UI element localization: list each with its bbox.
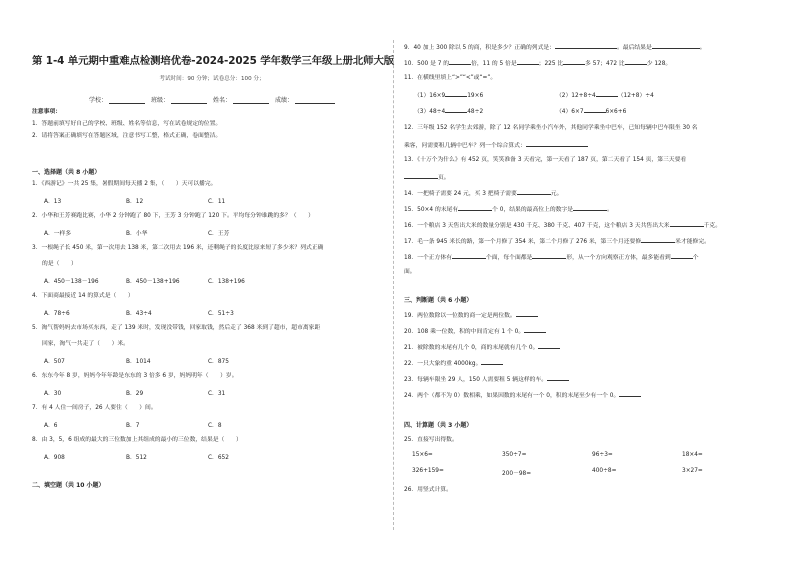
question-18-cont: 面。 <box>404 269 416 275</box>
question-5-cont: 回家，淘气一共走了（ ）米。 <box>42 341 129 347</box>
score-field[interactable]: 成绩： <box>275 95 335 104</box>
option[interactable]: A．30 <box>44 391 62 397</box>
option[interactable]: B．512 <box>126 455 147 461</box>
question-13-cont: 页。 <box>404 172 450 182</box>
section-title-calc: 四、计算题（共 3 小题） <box>404 422 473 429</box>
option[interactable]: A．908 <box>44 455 65 461</box>
answer-blank[interactable] <box>452 252 486 259</box>
answer-blank[interactable] <box>538 342 560 349</box>
question-11-item: （1）16×9 19×6 <box>414 90 483 100</box>
calc-item[interactable]: 326+159= <box>412 468 444 474</box>
option[interactable]: B．小华 <box>126 231 148 237</box>
answer-blank[interactable] <box>445 90 467 97</box>
answer-blank[interactable] <box>547 374 569 381</box>
option[interactable]: C．王芳 <box>208 231 230 237</box>
option[interactable]: B．12 <box>126 199 144 205</box>
answer-blank[interactable] <box>573 204 607 211</box>
option[interactable]: B．1014 <box>126 359 151 365</box>
class-field[interactable]: 班级： <box>151 95 207 104</box>
answer-blank[interactable] <box>526 140 588 147</box>
option[interactable]: C．8 <box>208 423 222 429</box>
answer-blank[interactable] <box>445 106 467 113</box>
calc-row <box>412 452 772 458</box>
question-11: 11．在横线里填上“>”“<”或“=”。 <box>404 75 497 81</box>
question-25: 25．直接写出得数。 <box>404 437 458 443</box>
option[interactable]: A．507 <box>44 359 65 365</box>
option[interactable]: C．875 <box>208 359 229 365</box>
question-8: 8．由 3，5，6 组成的最大的三位数加上其组成的最小的三位数，结果是（ ） <box>32 437 242 443</box>
answer-blank[interactable] <box>584 106 606 113</box>
calc-item[interactable]: 18×4= <box>682 452 703 458</box>
answer-blank[interactable] <box>555 42 617 49</box>
calc-item[interactable]: 200－98= <box>502 471 532 477</box>
answer-blank[interactable] <box>641 236 675 243</box>
question-12: 12．三年级 152 名学生去郊游，除了 12 名同学乘坐小汽车外，其他同学乘坐中巴车，已知每辆中巴车限坐 30 名 <box>404 125 698 131</box>
question-20: 20．108 乘一位数，积的中间肯定有 1 个 0。 <box>404 326 546 336</box>
note-item: 1．答题前填写好自己的学校、班级、姓名等信息，写在试卷规定的位置。 <box>32 121 222 127</box>
option[interactable]: C．11 <box>208 199 226 205</box>
question-17: 17．毛一条 945 米长的路，第一个月修了 354 米，第二个月修了 276 米，第三个月还要修 米才能修完。 <box>404 236 710 246</box>
student-info-row <box>32 95 392 104</box>
question-7: 7．有 4 人住一间房子，26 人要住（ ）间。 <box>32 405 157 411</box>
option[interactable]: C．652 <box>208 455 229 461</box>
calc-item[interactable]: 350÷7= <box>502 452 527 458</box>
answer-blank[interactable] <box>458 204 492 211</box>
question-23: 23．每辆车限坐 29 人，150 人需要租 5 辆这样的车。 <box>404 374 569 384</box>
calc-row <box>412 468 772 477</box>
document-title: 第 1-4 单元期中重难点检测培优卷-2024-2025 学年数学三年级上册北师大版 <box>32 55 395 67</box>
question-19: 19．两位数除以一位数的商一定是两位数。 <box>404 310 538 320</box>
answer-blank[interactable] <box>517 188 551 195</box>
question-2: 2．小华和王芳赛跑比赛，小华 2 分钟跑了 80 下，王芳 3 分钟跑了 120 下。平均每分钟谁跳的多？（ ） <box>32 213 314 219</box>
calc-item[interactable]: 400÷8= <box>592 468 617 474</box>
question-18: 18．一个正方体有 个面，每个面都是 形，从一个方向观察正方体，最多能看到 个 <box>404 252 699 262</box>
option[interactable]: A．78÷6 <box>44 311 70 317</box>
option[interactable]: C．51÷3 <box>208 311 234 317</box>
option[interactable]: B．43÷4 <box>126 311 152 317</box>
question-16: 16．一个粮店 3 天售出大米的数量分别是 430 千克、380 千克、407 千克，这个粮店 3 天共售出大米 千克。 <box>404 220 721 230</box>
question-6: 6．东东今年 8 岁，妈妈今年年龄是东东的 3 倍多 6 岁，妈妈明年（ ）岁。 <box>32 373 238 379</box>
option[interactable]: B．7 <box>126 423 140 429</box>
question-9: 9．40 加上 300 除以 5 的商，积是多少？正确的列式是： 。最后结果是 。 <box>404 42 706 52</box>
question-11-item: （3）48÷4 48÷2 <box>414 106 483 116</box>
question-7-options <box>44 420 290 429</box>
answer-blank[interactable] <box>625 58 647 65</box>
question-21: 21．被除数的末尾有几个 0，商的末尾就有几个 0。 <box>404 342 560 352</box>
option[interactable]: B．29 <box>126 391 144 397</box>
school-field[interactable]: 学校： <box>89 95 145 104</box>
calc-item[interactable]: 3×27= <box>682 468 703 474</box>
question-13: 13．《十万个为什么》有 452 页，笑笑准备 3 天看完，第一天看了 187 页，第二天看了 154 页，第三天要看 <box>404 157 687 163</box>
question-11-item: （2）12+8÷4 （12+8）÷4 <box>556 90 654 100</box>
answer-blank[interactable] <box>671 252 693 259</box>
question-2-options <box>44 228 290 237</box>
note-item: 2．请将答案正确填写在答题区域，注意书写工整，格式正确，卷面整洁。 <box>32 133 222 139</box>
option[interactable]: A．6 <box>44 423 58 429</box>
option[interactable]: C．31 <box>208 391 226 397</box>
answer-blank[interactable] <box>524 326 546 333</box>
question-11-item: （4）6×7 6×6+6 <box>556 106 626 116</box>
option[interactable]: B．450－138+196 <box>126 279 180 285</box>
answer-blank[interactable] <box>563 58 585 65</box>
calc-item[interactable]: 96÷3= <box>592 452 613 458</box>
question-4: 4．下面商最接近 14 的算式是（ ） <box>32 293 134 299</box>
notes-heading: 注意事项： <box>32 109 61 115</box>
question-12-cont: 乘客，问需要租几辆中巴车？列一个综合算式： <box>404 140 588 150</box>
question-1: 1．《西游记》一共 25 集，暑假期间每天播 2 集，（ ）天可以播完。 <box>32 181 217 187</box>
answer-blank[interactable] <box>670 220 704 227</box>
calc-item[interactable]: 15×6= <box>412 452 433 458</box>
question-6-options <box>44 388 290 397</box>
question-3-cont: 的是（ ） <box>42 261 77 267</box>
section-title-choice: 一、选择题（共 8 小题） <box>32 169 101 176</box>
question-5: 5．淘气帮妈妈去市场买东西，走了 139 米时，发现没带钱，回家取钱，然后走了 368 米到了超市，超市离家距 <box>32 325 321 331</box>
answer-blank[interactable] <box>516 310 538 317</box>
question-26: 26．用竖式计算。 <box>404 487 452 493</box>
answer-blank[interactable] <box>449 58 471 65</box>
answer-blank[interactable] <box>404 172 438 179</box>
question-3-options <box>44 276 290 285</box>
question-4-options <box>44 308 290 317</box>
question-10: 10．500 是 7 的 倍，11 的 5 倍是 ；225 比 多 57；472 比 少 128。 <box>404 58 671 68</box>
column-divider <box>393 40 394 530</box>
answer-blank[interactable] <box>619 390 641 397</box>
question-14: 14．一把椅子需要 24 元，买 3 把椅子需要 元。 <box>404 188 562 198</box>
option[interactable]: A．13 <box>44 199 62 205</box>
notes <box>32 106 392 142</box>
answer-blank[interactable] <box>481 358 503 365</box>
question-8-options <box>44 452 290 461</box>
section-title-judge: 三、判断题（共 6 小题） <box>404 297 473 304</box>
question-5-options <box>44 356 290 365</box>
question-15: 15．50×4 的末尾有 个 0，结果的最高位上的数字是 。 <box>404 204 613 214</box>
question-24: 24．两个（都不为 0）数相乘，如果因数的末尾有一个 0，积的末尾至少有一个 0。 <box>404 390 641 400</box>
answer-blank[interactable] <box>652 42 700 49</box>
section-title-fill: 二、填空题（共 10 小题） <box>32 482 105 489</box>
name-field[interactable]: 姓名： <box>213 95 269 104</box>
exam-info: 考试时间：90 分钟；试卷总分：100 分； <box>159 76 265 82</box>
option[interactable]: A．450－138－196 <box>44 279 99 285</box>
answer-blank[interactable] <box>532 252 566 259</box>
answer-blank[interactable] <box>596 90 618 97</box>
answer-blank[interactable] <box>517 58 539 65</box>
option[interactable]: A．一样多 <box>44 231 72 237</box>
question-22: 22．一只大象约重 4000kg。 <box>404 358 503 368</box>
question-3: 3．一根绳子长 450 米，第一次用去 138 米，第二次用去 196 米，还剩绳子的长度比原来短了多少米？列式正确 <box>32 245 324 251</box>
option[interactable]: C．138+196 <box>208 279 245 285</box>
question-1-options <box>44 196 290 205</box>
